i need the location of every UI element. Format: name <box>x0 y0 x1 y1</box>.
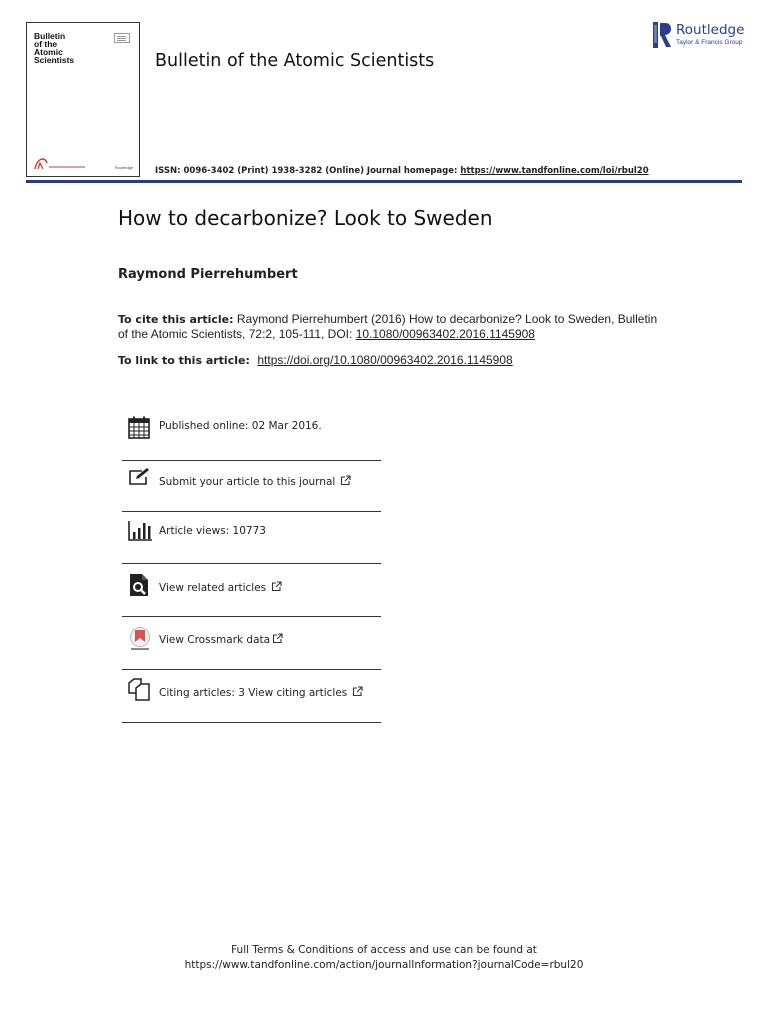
submit-article-link[interactable] <box>159 475 351 488</box>
publisher-logo <box>652 21 747 51</box>
related-articles-item[interactable] <box>122 565 381 617</box>
citing-articles-text: Citing articles: 3 View citing articles <box>159 687 348 699</box>
citing-articles-icon <box>127 677 153 703</box>
cover-fineprint <box>49 166 85 168</box>
submit-article-item[interactable] <box>122 460 381 512</box>
link-label: To link to this article: <box>118 354 250 367</box>
cover-barcode-icon <box>114 33 130 43</box>
cover-title: Bulletin of the Atomic Scientists <box>34 31 75 65</box>
article-views-text: Article views: 10773 <box>159 525 266 537</box>
article-author: Raymond Pierrehumbert <box>118 267 298 282</box>
related-articles-link[interactable] <box>159 581 282 594</box>
cover-publisher-mark: Routledge <box>114 165 133 170</box>
publisher-name: Routledge <box>676 22 745 38</box>
journal-name: Bulletin of the Atomic Scientists <box>155 51 435 71</box>
citation-block <box>118 312 663 342</box>
external-link-icon <box>272 633 283 644</box>
crossmark-item[interactable] <box>122 618 381 670</box>
external-link-icon <box>352 686 363 697</box>
journal-cover <box>26 22 140 177</box>
related-articles-text: View related articles <box>159 582 267 594</box>
citation-doi-link[interactable]: 10.1080/00963402.2016.1145908 <box>355 327 535 341</box>
published-online-text: Published online: 02 Mar 2016. <box>159 420 322 432</box>
issn-text: ISSN: 0096-3402 (Print) 1938-3282 (Online) Journal homepage: <box>155 166 458 176</box>
published-online-item <box>122 409 381 461</box>
crossmark-text: View Crossmark data <box>159 634 271 646</box>
calendar-icon <box>127 415 153 441</box>
footer-terms <box>0 943 768 973</box>
publisher-subtitle: Taylor & Francis Group <box>676 39 743 46</box>
search-document-icon <box>127 572 153 598</box>
routledge-logo-icon <box>652 21 672 49</box>
footer-terms-text: Full Terms & Conditions of access and use can be found at <box>231 944 537 956</box>
citing-articles-item[interactable] <box>122 671 381 723</box>
crossmark-link[interactable] <box>159 633 283 646</box>
link-block <box>118 353 513 367</box>
citing-articles-link[interactable] <box>159 686 363 699</box>
bar-chart-icon <box>127 518 153 544</box>
article-title: How to decarbonize? Look to Sweden <box>118 206 493 230</box>
header-divider <box>26 180 742 183</box>
citation-text: Raymond Pierrehumbert (2016) How to decarbonize? Look to Sweden, Bulletin of the Atomic Scientists, 72:2, 105-111, DOI: <box>118 312 658 341</box>
external-link-icon <box>340 475 351 486</box>
article-views-item <box>122 512 381 564</box>
submit-article-text: Submit your article to this journal <box>159 476 336 488</box>
external-link-icon <box>271 581 282 592</box>
footer-terms-url[interactable]: https://www.tandfonline.com/action/journalInformation?journalCode=rbul20 <box>184 959 584 971</box>
journal-homepage-link[interactable]: https://www.tandfonline.com/loi/rbul20 <box>460 166 649 176</box>
issn-line <box>155 166 649 176</box>
article-doi-url[interactable]: https://doi.org/10.1080/00963402.2016.1145908 <box>257 353 513 367</box>
edit-icon <box>127 466 153 492</box>
crossmark-icon <box>127 626 153 652</box>
atomic-logo-icon <box>34 158 48 170</box>
citation-label: To cite this article: <box>118 313 234 326</box>
